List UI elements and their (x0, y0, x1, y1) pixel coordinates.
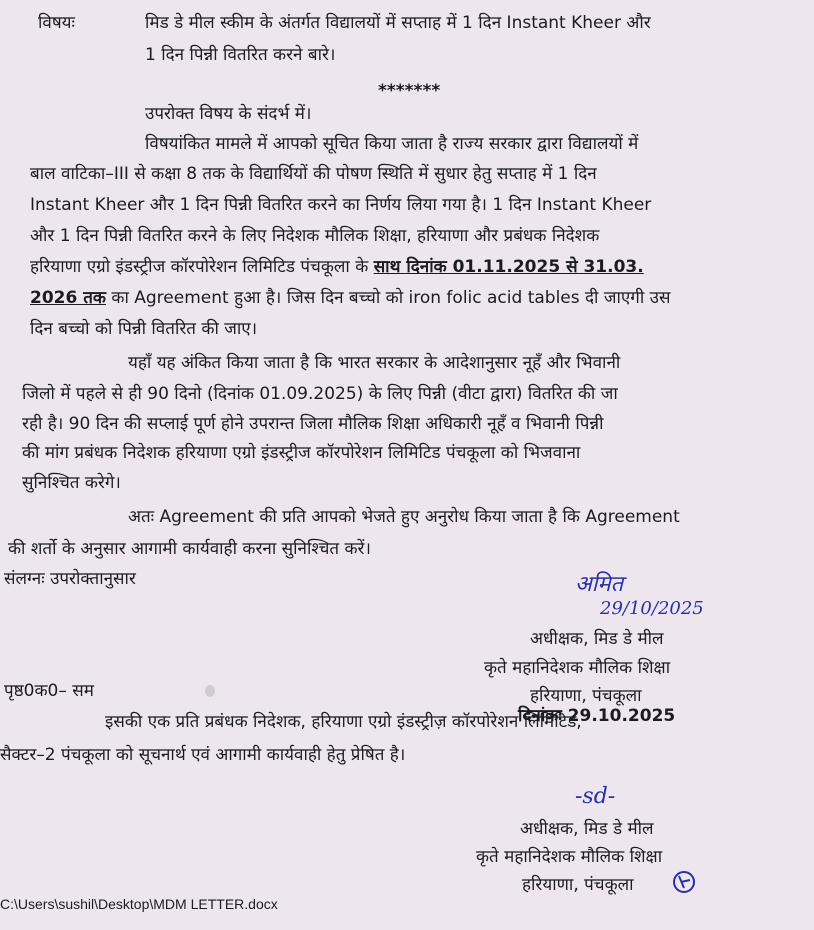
para1-line: बाल वाटिका–III से कक्षा 8 तक के विद्यार्थियों की पोषण स्थिति में सुधार हेतु सप्ताह में 1 दिन (30, 164, 597, 184)
reference-line: उपरोक्त विषय के संदर्भ में। (145, 104, 312, 124)
para1-line: और 1 दिन पिन्नी वितरित करने के लिए निदेशक मौलिक शिक्षा, हरियाणा और प्रबंधक निदेशक (30, 226, 600, 246)
agreement-period-start: साथ दिनांक 01.11.2025 से 31.03. (373, 257, 644, 277)
para1-line: दिन बच्चो को पिन्नी वितरित की जाए। (30, 319, 258, 339)
para2-line: की मांग प्रबंधक निदेशक हरियाणा एग्रो इंडस्ट्रीज कॉरपोरेशन लिमिटिड पंचकूला को भिजवाना (22, 443, 581, 463)
signature1-office: कृते महानिदेशक मौलिक शिक्षा (484, 658, 671, 678)
para1-line5-text: हरियाणा एग्रो इंडस्ट्रीज कॉरपोरेशन लिमिटिड पंचकूला के (30, 257, 369, 277)
ink-smudge (205, 685, 215, 697)
signature-scribble-1: अमित (575, 572, 624, 597)
copy-line: इसकी एक प्रति प्रबंधक निदेशक, हरियाणा एग्रो इंडस्ट्रीज़ कॉरपोरेशन लिमिटिड, (105, 712, 582, 732)
initial-mark-icon (670, 868, 700, 896)
subject-label: विषयः (38, 13, 75, 33)
para2-line: सुनिश्चित करेगे। (22, 473, 121, 493)
subject-line-1: मिड डे मील स्कीम के अंतर्गत विद्यालयों में सप्ताह में 1 दिन Instant Kheer और (145, 13, 651, 33)
signature2-office: कृते महानिदेशक मौलिक शिक्षा (476, 847, 663, 867)
agreement-period-end: 2026 तक (30, 288, 106, 308)
stars-divider: ******* (378, 81, 441, 101)
para1-line6-text: का Agreement हुआ है। जिस दिन बच्चो को iron folic acid tables दी जाएगी उस (111, 288, 671, 308)
copy-line: सैक्टर–2 पंचकूला को सूचनार्थ एवं आगामी कार्यवाही हेतु प्रेषित है। (0, 745, 406, 765)
signature1-designation: अधीक्षक, मिड डे मील (530, 629, 664, 649)
signature-date-handwritten: 29/10/2025 (600, 598, 704, 619)
subject-line-2: 1 दिन पिन्नी वितरित करने बारे। (145, 45, 336, 65)
signature-scribble-2: -sd- (575, 784, 616, 809)
para2-line: जिलो में पहले से ही 90 दिनो (दिनांक 01.09.2025) के लिए पिन्नी (वीटा द्वारा) वितरित की जा (22, 384, 618, 404)
signature1-date-line: दिनांकः 29.10.2025 (518, 706, 676, 726)
endorsement-number: पृष्ठ0क0– सम (4, 681, 94, 701)
para1-line (30, 256, 644, 278)
para1-line: Instant Kheer और 1 दिन पिन्नी वितरित करने का निर्णय लिया गया है। 1 दिन Instant Kheer (30, 195, 652, 215)
signature2-place: हरियाणा, पंचकूला (522, 875, 634, 895)
signature2-designation: अधीक्षक, मिड डे मील (520, 819, 654, 839)
para3-line: की शर्तो के अनुसार आगामी कार्यवाही करना सुनिश्चित करें। (8, 539, 371, 559)
para3-line: अतः Agreement की प्रति आपको भेजते हुए अनुरोध किया जाता है कि Agreement (128, 507, 680, 527)
file-path-footer: C:\Users\sushil\Desktop\MDM LETTER.docx (0, 896, 278, 912)
para2-line: यहाँ यह अंकित किया जाता है कि भारत सरकार के आदेशानुसार नूहँ और भिवानी (128, 353, 621, 373)
para1-line (30, 287, 670, 309)
signature1-place: हरियाणा, पंचकूला (530, 686, 642, 706)
para2-line: रही है। 90 दिन की सप्लाई पूर्ण होने उपरान्त जिला मौलिक शिक्षा अधिकारी नूहँ व भिवानी पिन्नी (22, 414, 604, 434)
enclosure-line: संलग्नः उपरोक्तानुसार (4, 569, 136, 589)
para1-line: विषयांकित मामले में आपको सूचित किया जाता है राज्य सरकार द्वारा विद्यालयों में (145, 134, 639, 154)
